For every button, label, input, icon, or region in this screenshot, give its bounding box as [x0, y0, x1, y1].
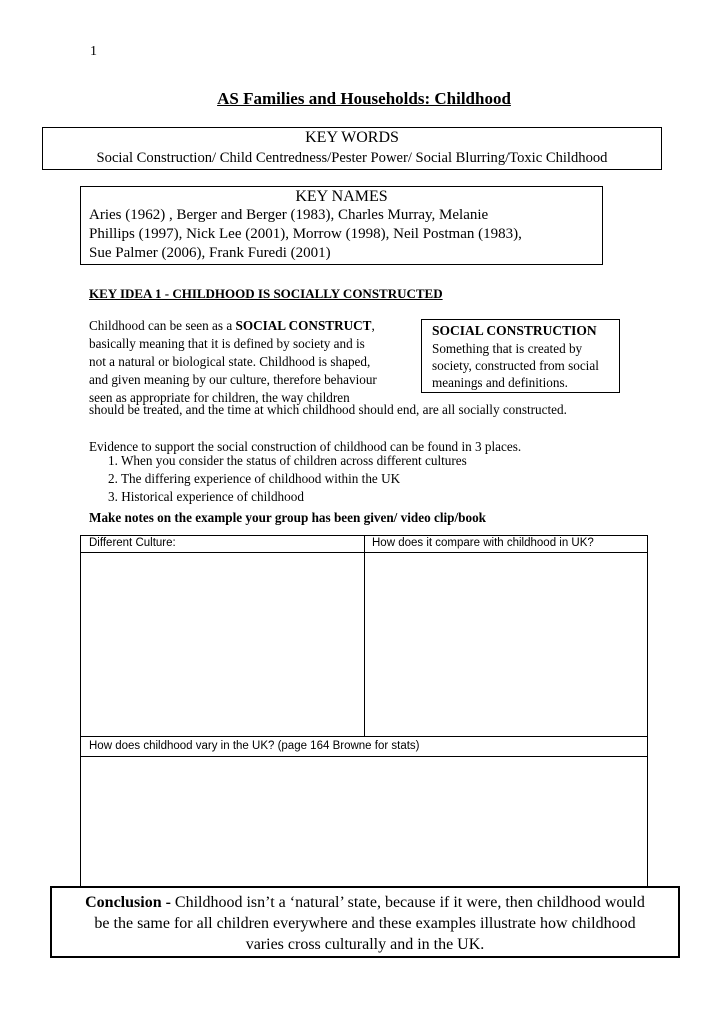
- key-names-list: [81, 206, 602, 263]
- page-number: 1: [90, 44, 97, 59]
- conclusion-line: [60, 892, 670, 913]
- evidence-intro: Evidence to support the social construction of childhood can be found in 3 places.: [89, 439, 522, 454]
- table-divider: [81, 756, 647, 757]
- key-names-heading: KEY NAMES: [295, 188, 388, 205]
- table-divider: [81, 736, 647, 737]
- conclusion-text: Childhood isn’t a ‘natural’ state, because if it were, then childhood would: [174, 894, 645, 911]
- evidence-item: 3. Historical experience of childhood: [108, 489, 304, 504]
- key-words-list: Social Construction/ Child Centredness/Pester Power/ Social Blurring/Toxic Childhood: [96, 150, 608, 166]
- instruction-text: Make notes on the example your group has been given/ video clip/book: [89, 510, 487, 525]
- paragraph-text: Childhood can be seen as a: [89, 318, 236, 333]
- different-culture-header: Different Culture:: [89, 537, 176, 549]
- key-names-line: Phillips (1997), Nick Lee (2001), Morrow (1998), Neil Postman (1983),: [89, 226, 522, 242]
- key-words-box: [42, 127, 662, 170]
- key-names-line: Aries (1962) , Berger and Berger (1983), Charles Murray, Melanie: [89, 207, 489, 223]
- conclusion-line: varies cross culturally and in the UK.: [245, 936, 485, 953]
- social-construct-term: SOCIAL CONSTRUCT: [235, 318, 372, 333]
- evidence-list: [108, 452, 467, 506]
- conclusion-label: Conclusion -: [85, 894, 175, 911]
- key-idea-label: KEY IDEA 1: [89, 286, 162, 301]
- comparison-notes-area[interactable]: [367, 555, 645, 733]
- conclusion-box: [50, 886, 680, 958]
- paragraph-text: ,: [371, 318, 375, 333]
- evidence-item: 1. When you consider the status of children across different cultures: [108, 453, 467, 468]
- comparison-header: How does it compare with childhood in UK?: [372, 537, 594, 549]
- evidence-item: 2. The differing experience of childhood within the UK: [108, 471, 401, 486]
- paragraph-line: seen as appropriate for children, the way children: [89, 390, 350, 405]
- paragraph-line: basically meaning that it is defined by society and is: [89, 336, 365, 351]
- key-names-line: Sue Palmer (2006), Frank Furedi (2001): [89, 245, 331, 261]
- uk-variation-header: How does childhood vary in the UK? (page 164 Browne for stats): [89, 740, 420, 752]
- different-culture-notes-area[interactable]: [83, 555, 361, 733]
- paragraph-line: and given meaning by our culture, therefore behaviour: [89, 372, 377, 387]
- key-words-heading: KEY WORDS: [305, 129, 399, 146]
- definition-box: [421, 319, 620, 393]
- key-idea-title: - CHILDHOOD IS SOCIALLY CONSTRUCTED: [161, 286, 443, 301]
- notes-table: [80, 535, 648, 905]
- conclusion-line: be the same for all children everywhere and these examples illustrate how childhood: [94, 915, 636, 932]
- intro-paragraph: [89, 317, 419, 407]
- uk-variation-notes-area[interactable]: [83, 759, 645, 899]
- definition-line: society, constructed from social: [432, 358, 599, 373]
- paragraph-line: [89, 317, 419, 335]
- key-names-box: [80, 186, 603, 265]
- table-column-divider: [364, 536, 365, 736]
- key-idea-heading: [89, 286, 443, 302]
- definition-line: meanings and definitions.: [432, 375, 568, 390]
- paragraph-line: not a natural or biological state. Childhood is shaped,: [89, 354, 371, 369]
- definition-title: SOCIAL CONSTRUCTION: [432, 323, 597, 338]
- definition-line: Something that is created by: [432, 341, 583, 356]
- page-title: AS Families and Households: Childhood: [217, 89, 511, 108]
- paragraph-continuation: should be treated, and the time at which childhood should end, are all socially constructed.: [89, 402, 567, 417]
